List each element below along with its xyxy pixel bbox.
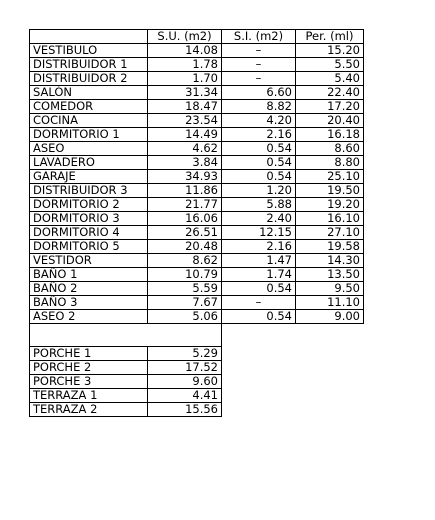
table-row: [30, 254, 364, 268]
built-area-cell: 4.20: [222, 114, 296, 128]
useful-area-cell: 5.59: [148, 282, 222, 296]
table-row: [30, 184, 364, 198]
header-per: Per. (ml): [296, 30, 364, 44]
perimeter-cell: 9.00: [296, 310, 364, 324]
table-row: [30, 226, 364, 240]
table-row: [30, 114, 364, 128]
room-name-cell: DISTRIBUIDOR 1: [30, 58, 148, 72]
perimeter-cell: 25.10: [296, 170, 364, 184]
outdoor-table: [29, 323, 222, 417]
built-area-cell: 0.54: [222, 156, 296, 170]
outdoor-area-cell: 17.52: [148, 361, 222, 375]
built-area-cell: 0.54: [222, 310, 296, 324]
room-name-cell: DORMITORIO 3: [30, 212, 148, 226]
outdoor-area-cell: 9.60: [148, 375, 222, 389]
built-area-cell: 0.54: [222, 170, 296, 184]
useful-area-cell: 14.49: [148, 128, 222, 142]
table-row: [30, 375, 222, 389]
spacer-row: [30, 324, 222, 347]
useful-area-cell: 5.06: [148, 310, 222, 324]
built-area-cell: 2.16: [222, 128, 296, 142]
table-row: [30, 44, 364, 58]
built-area-cell: –: [222, 72, 296, 86]
useful-area-cell: 26.51: [148, 226, 222, 240]
built-area-cell: 0.54: [222, 282, 296, 296]
useful-area-cell: 1.70: [148, 72, 222, 86]
useful-area-cell: 14.08: [148, 44, 222, 58]
header-su: S.U. (m2): [148, 30, 222, 44]
perimeter-cell: 16.10: [296, 212, 364, 226]
room-name-cell: DORMITORIO 1: [30, 128, 148, 142]
useful-area-cell: 34.93: [148, 170, 222, 184]
table-row: [30, 296, 364, 310]
useful-area-cell: 18.47: [148, 100, 222, 114]
room-name-cell: DORMITORIO 4: [30, 226, 148, 240]
table-row: [30, 100, 364, 114]
table-row: [30, 212, 364, 226]
room-name-cell: DISTRIBUIDOR 3: [30, 184, 148, 198]
room-name-cell: DORMITORIO 2: [30, 198, 148, 212]
room-name-cell: VESTIDOR: [30, 254, 148, 268]
outdoor-name-cell: TERRAZA 1: [30, 389, 148, 403]
outdoor-area-cell: 4.41: [148, 389, 222, 403]
useful-area-cell: 16.06: [148, 212, 222, 226]
built-area-cell: 1.47: [222, 254, 296, 268]
built-area-cell: 6.60: [222, 86, 296, 100]
perimeter-cell: 15.20: [296, 44, 364, 58]
room-name-cell: BAÑO 3: [30, 296, 148, 310]
room-name-cell: COMEDOR: [30, 100, 148, 114]
built-area-cell: 2.40: [222, 212, 296, 226]
perimeter-cell: 17.20: [296, 100, 364, 114]
room-name-cell: COCINA: [30, 114, 148, 128]
outdoor-area-cell: 15.56: [148, 403, 222, 417]
perimeter-cell: 8.60: [296, 142, 364, 156]
table-row: [30, 282, 364, 296]
useful-area-cell: 7.67: [148, 296, 222, 310]
built-area-cell: 12.15: [222, 226, 296, 240]
table-row: [30, 156, 364, 170]
perimeter-cell: 22.40: [296, 86, 364, 100]
perimeter-cell: 16.18: [296, 128, 364, 142]
room-name-cell: SALÓN: [30, 86, 148, 100]
table-row: [30, 128, 364, 142]
perimeter-cell: 11.10: [296, 296, 364, 310]
header-row: [30, 30, 364, 44]
built-area-cell: 1.20: [222, 184, 296, 198]
perimeter-cell: 13.50: [296, 268, 364, 282]
table-row: [30, 240, 364, 254]
room-name-cell: LAVADERO: [30, 156, 148, 170]
built-area-cell: 1.74: [222, 268, 296, 282]
header-name: [30, 30, 148, 44]
useful-area-cell: 11.86: [148, 184, 222, 198]
table-row: [30, 58, 364, 72]
built-area-cell: –: [222, 296, 296, 310]
room-name-cell: ASEO 2: [30, 310, 148, 324]
table-row: [30, 268, 364, 282]
room-name-cell: DORMITORIO 5: [30, 240, 148, 254]
room-name-cell: DISTRIBUIDOR 2: [30, 72, 148, 86]
perimeter-cell: 8.80: [296, 156, 364, 170]
perimeter-cell: 5.50: [296, 58, 364, 72]
table-row: [30, 403, 222, 417]
perimeter-cell: 19.50: [296, 184, 364, 198]
perimeter-cell: 27.10: [296, 226, 364, 240]
built-area-cell: 2.16: [222, 240, 296, 254]
table-row: [30, 86, 364, 100]
room-name-cell: BAÑO 1: [30, 268, 148, 282]
table-row: [30, 170, 364, 184]
table-row: [30, 198, 364, 212]
built-area-cell: 8.82: [222, 100, 296, 114]
header-si: S.I. (m2): [222, 30, 296, 44]
perimeter-cell: 19.58: [296, 240, 364, 254]
useful-area-cell: 20.48: [148, 240, 222, 254]
built-area-cell: 0.54: [222, 142, 296, 156]
table-row: [30, 142, 364, 156]
perimeter-cell: 9.50: [296, 282, 364, 296]
useful-area-cell: 31.34: [148, 86, 222, 100]
built-area-cell: –: [222, 58, 296, 72]
useful-area-cell: 10.79: [148, 268, 222, 282]
perimeter-cell: 5.40: [296, 72, 364, 86]
perimeter-cell: 14.30: [296, 254, 364, 268]
room-name-cell: GARAJE: [30, 170, 148, 184]
outdoor-name-cell: PORCHE 2: [30, 361, 148, 375]
outdoor-name-cell: PORCHE 3: [30, 375, 148, 389]
built-area-cell: –: [222, 44, 296, 58]
outdoor-name-cell: PORCHE 1: [30, 347, 148, 361]
useful-area-cell: 21.77: [148, 198, 222, 212]
outdoor-name-cell: TERRAZA 2: [30, 403, 148, 417]
table-row: [30, 72, 364, 86]
table-row: [30, 347, 222, 361]
room-name-cell: BAÑO 2: [30, 282, 148, 296]
spacer-cell: [30, 324, 222, 347]
perimeter-cell: 19.20: [296, 198, 364, 212]
outdoor-area-cell: 5.29: [148, 347, 222, 361]
surface-table: [29, 29, 364, 324]
useful-area-cell: 23.54: [148, 114, 222, 128]
useful-area-cell: 4.62: [148, 142, 222, 156]
perimeter-cell: 20.40: [296, 114, 364, 128]
useful-area-cell: 3.84: [148, 156, 222, 170]
table-row: [30, 389, 222, 403]
useful-area-cell: 1.78: [148, 58, 222, 72]
table-row: [30, 310, 364, 324]
room-name-cell: VESTIBULO: [30, 44, 148, 58]
room-name-cell: ASEO: [30, 142, 148, 156]
built-area-cell: 5.88: [222, 198, 296, 212]
table-row: [30, 361, 222, 375]
useful-area-cell: 8.62: [148, 254, 222, 268]
